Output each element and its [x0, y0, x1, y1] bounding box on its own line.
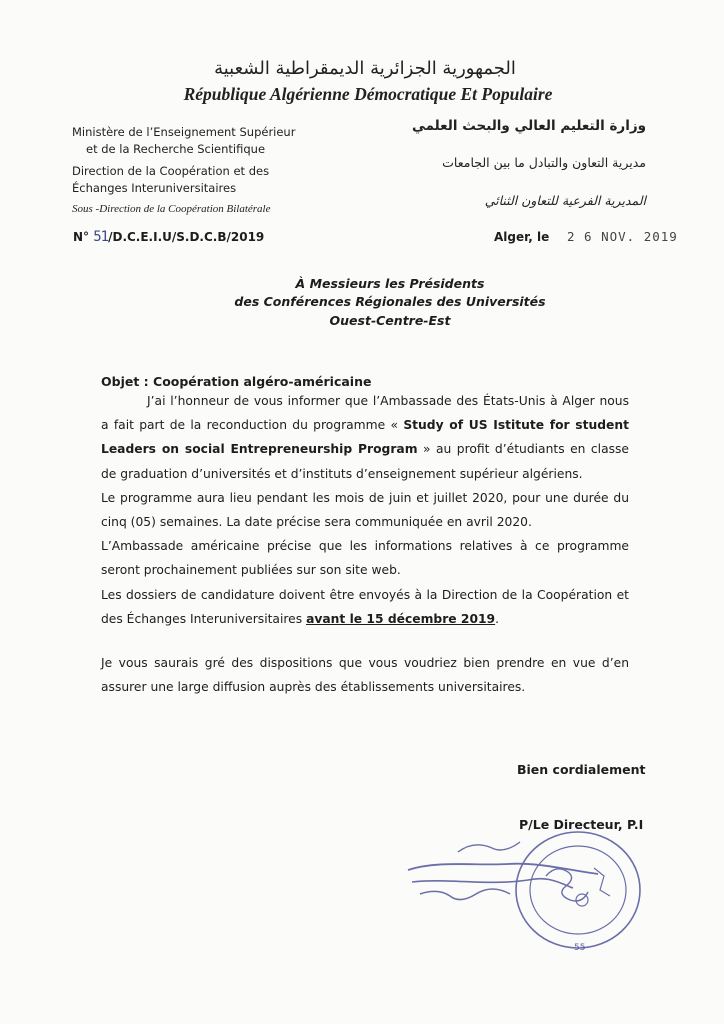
direction-arabic: مديرية التعاون والتبادل ما بين الجامعات [442, 155, 646, 170]
stamp-number: 55 [574, 943, 586, 953]
direction-line-1: Direction de la Coopération et des [72, 164, 270, 178]
program-name: Study of US Istitute for student Leaders on social Entrepreneurship Program [101, 418, 630, 457]
sub-direction-arabic: المديرية الفرعية للتعاون الثنائي [484, 193, 646, 208]
body-paragraph-3: L’Ambassade américaine précise que les informations relatives à ce programme seront prochainement publiées sur son site web. [101, 539, 629, 578]
addressee-line-2: des Conférences Régionales des Universités [234, 294, 546, 309]
body-paragraph-2: Le programme aura lieu pendant les mois de juin et juillet 2020, pour une durée du cinq (05) semaines. La date précise sera communiquée en avril 2020. [101, 490, 629, 530]
p1-text-b: » au profit d’étudiants en classe de graduation d’universités et d’instituts d’enseignement supérieur algériens. [101, 442, 629, 481]
ministry-line-2: et de la Recherche Scientifique [86, 142, 266, 156]
p4-text-b: . [495, 611, 500, 626]
closing-salutation: Bien cordialement [517, 762, 646, 777]
body-paragraph-5: Je vous saurais gré des dispositions que vous voudriez bien prendre en vue d’en assurer une large diffusion auprès des établissements universitaires. [101, 656, 629, 695]
ministry-line-1: Ministère de l’Enseignement Supérieur [72, 125, 296, 139]
reference-prefix: N° [73, 230, 90, 244]
place-label: Alger, le [494, 230, 550, 244]
ministry-arabic: وزارة التعليم العالي والبحث العلمي [411, 118, 646, 134]
reference-suffix: /D.C.E.I.U/S.D.C.B/2019 [108, 230, 265, 244]
body-paragraph-1 [101, 389, 629, 486]
addressee-line-3: Ouest-Centre-Est [329, 313, 451, 328]
p4-text-a: Les dossiers de candidature doivent être envoyés à la Direction de la Coopération et des Échanges Interuniversitaires [101, 587, 629, 626]
reference-number [73, 229, 264, 245]
reference-handwritten-number: 51 [93, 229, 109, 245]
official-stamp [398, 830, 650, 958]
deadline: avant le 15 décembre 2019 [306, 611, 496, 626]
addressee-line-1: À Messieurs les Présidents [295, 276, 485, 291]
signer-title: P/Le Directeur, P.I [519, 817, 644, 832]
sub-direction: Sous -Direction de la Coopération Bilatérale [72, 203, 271, 215]
republic-title-arabic: الجمهورية الجزائرية الديمقراطية الشعبية [214, 58, 516, 79]
letter-subject: Objet : Coopération algéro-américaine [101, 374, 372, 389]
republic-title-french: République Algérienne Démocratique Et Populaire [183, 84, 553, 104]
letter-body [101, 389, 629, 699]
date-stamp: 2 6 NOV. 2019 [567, 229, 678, 244]
body-paragraph-4 [101, 583, 629, 631]
direction-line-2: Échanges Interuniversitaires [72, 181, 237, 195]
p1-text-a: J’ai l’honneur de vous informer que l’Ambassade des États-Unis à Alger nous a fait part de la reconduction du programme « [101, 394, 629, 433]
